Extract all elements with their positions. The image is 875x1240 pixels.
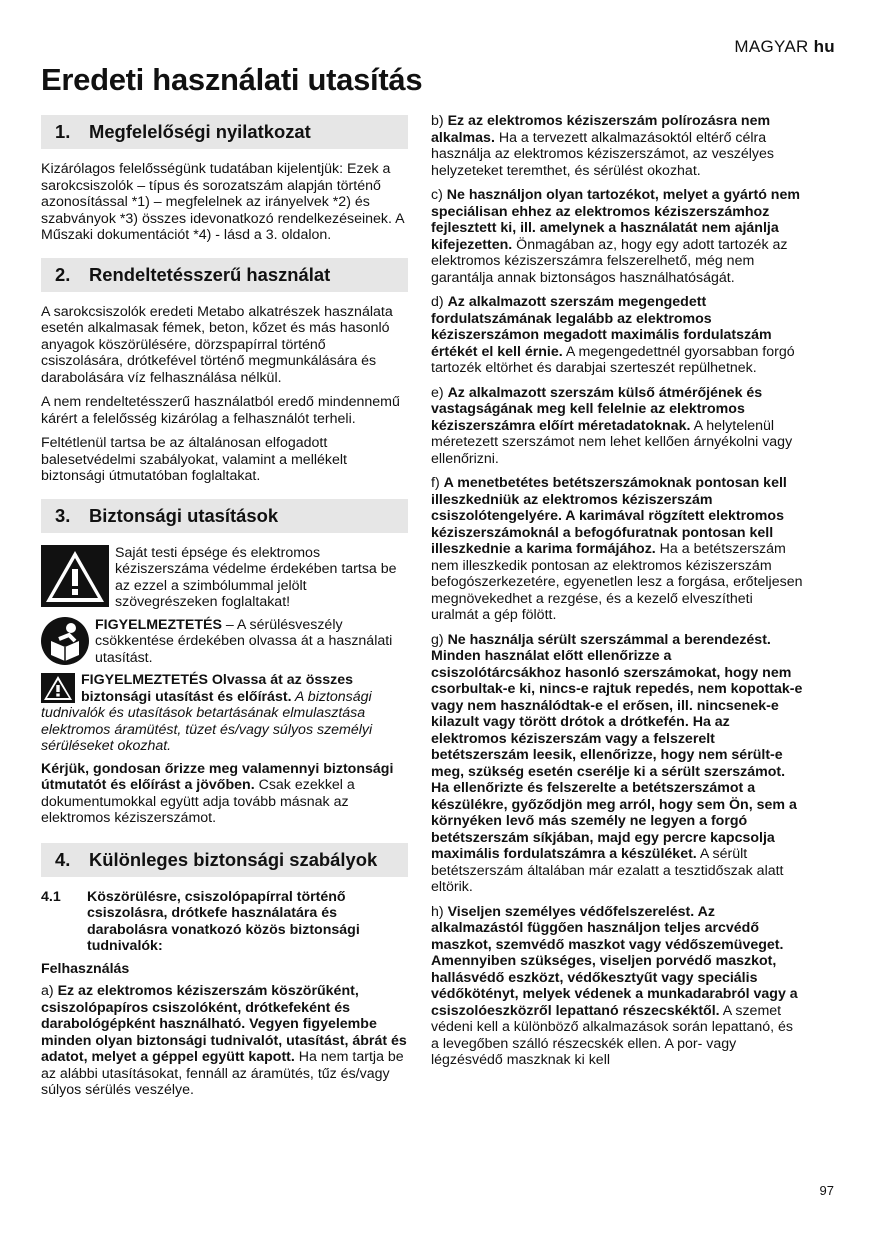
section-1-heading: 1. Megfelelőségi nyilatkozat [41, 115, 408, 149]
section-1-body: Kizárólagos felelősségünk tudatában kijelentjük: Ezek a sarokcsiszolók – típus és sorozatszám alapján történő azonosítással *1) – megfelelnek az irányelvek *2) és szabványok *3) összes idevonatkozó rendelkezéseinek. A Műszaki dokumentációt *4) - lásd a 3. oldalon. [41, 161, 404, 243]
rule-a: a) Ez az elektromos kéziszerszám köszörűként, csiszolópapíros csiszolóként, drótkefeként és darabológépként használható. Vegyen figyelembe minden olyan biztonsági tudnivalót, utasítást, ábrát és adatot, melyet a géppel együtt kapott. Ha nem tartja be az alábbi utasításokat, fennáll az áramütés, tűz és/vagy súlyos sérülés veszélye. [41, 983, 407, 1098]
warning-symbol-text: Saját testi épsége és elektromos kéziszerszáma védelme érdekében tartsa be az ezzel a szimbólummal jelölt szövegrészeken foglaltakat! [115, 544, 397, 610]
section-2-paragraph: Feltétlenül tartsa be az általánosan elfogadott balesetvédelmi szabályokat, valamint a mellékelt biztonsági útmutatóban foglaltakat. [41, 435, 347, 484]
warning-small-icon [41, 673, 75, 703]
usage-heading: Felhasználás [41, 960, 130, 977]
rule-f: f) A menetbetétes betétszerszámoknak pontosan kell illeszkedniük az elektromos kéziszerszám csiszolótengelyére. A karimával rögzített elektromos kéziszerszámoknál a befogófuratnak pontosan kell illeszkednie a karima formájához. Ha a betétszerszám nem illeszkedik pontosan az elektromos kéziszerszám befogószerkezetére, egyenetlen lesz a forgása, erőteljesen megnövekedhet a rezgése, és a kezelő elveszítheti uralmát a gép fölött. [431, 475, 803, 623]
rule-e: e) Az alkalmazott szerszám külső átmérőjének és vastagságának meg kell felelnie az elektromos kéziszerszámra előírt méretadatoknak. A helytelenül méretezett szerszámot nem lehet kellően árnyékolni vagy ellenőrizni. [431, 384, 793, 467]
section-2-heading: 2. Rendeltetésszerű használat [41, 258, 408, 292]
keep-instructions: Kérjük, gondosan őrizze meg valamennyi biztonsági útmutatót és előírást a jövőben. Csak ezekkel a dokumentumokkal együtt adja tovább másnak az elektromos kéziszerszámot. [41, 760, 394, 826]
warning-triangle-icon [41, 545, 109, 607]
subsection-4-1-heading: 4.1 Köszörülésre, csiszolópapírral történő csiszolásra, drótkefe használatára és darabolásra vonatkozó közös biztonsági tudnivalók: [41, 888, 360, 954]
page-title: Eredeti használati utasítás [41, 62, 423, 97]
page-number: 97 [819, 1183, 834, 1198]
section-2-paragraph: A nem rendeltetésszerű használatból eredő mindennemű kárért a felelősség kizárólag a felhasználót terheli. [41, 394, 400, 427]
language-label: MAGYAR hu [734, 37, 835, 56]
read-manual-text: FIGYELMEZTETÉS – A sérülésveszély csökkentése érdekében olvassa át a használati utasítást. [95, 616, 393, 666]
section-4-heading: 4. Különleges biztonsági szabályok [41, 843, 408, 877]
rule-g: g) Ne használja sérült szerszámmal a berendezést. Minden használat előtt ellenőrizze a csiszolótárcsákhoz hasonló szerszámokat, hogy nem csorbultak-e ki, nincs-e rajtuk repedés, nem kopottak-e vagy nem használódtak-e el erősen, ill. nincsenek-e kilazult vagy törött drótok a drótkefén. Ha az elektromos kéziszerszám vagy a felszerelt betétszerszám leesik, ellenőrizze, hogy nem sérült-e meg, szükség esetén cserélje ki a sérült szerszámot. Ha ellenőrizte és felszerelte a betétszerszámot a készülékre, győződjön meg arról, hogy sem Ön, sem a környéken levő más személy ne legyen a forgó betétszerszám síkjában, majd egy percre kapcsolja maximális fordulatszámra a készüléket. A sérült betétszerszám általában már ezalatt a tesztidőszak alatt eltörik. [431, 631, 803, 895]
rule-c: c) Ne használjon olyan tartozékot, melyet a gyártó nem speciálisan ehhez az elektromos kéziszerszámhoz fejlesztett ki, ill. amelynek a használatát nem ajánlja kifejezetten. Önmagában az, hogy egy adott tartozék az elektromos kéziszerszámra felszerelhető, még nem garantálja annak biztonságos használhatóságát. [431, 187, 800, 286]
left-column [41, 115, 408, 1107]
section-3-heading: 3. Biztonsági utasítások [41, 499, 408, 533]
language-code: hu [813, 37, 835, 56]
rule-h: h) Viseljen személyes védőfelszerelést. Az alkalmazástól függően használjon teljes arcvédő maszkot, szemvédő maszkot vagy védőszemüveget. Amennyiben szükséges, viseljen porvédő maszkot, hallásvédő eszközt, védőkesztyűt vagy speciális védőkötényt, melyek védenek a munkadarabról vagy a csiszolóeszközről lepattanó részecskéktől. A szemet védeni kell a különböző alkalmazások során lepattanó, és a levegőben szálló részecskék ellen. A por- vagy légzésvédő maszknak ki kell [431, 903, 798, 1068]
general-warning: FIGYELMEZTETÉS Olvassa át az összes biztonsági utasítást és előírást. A biztonsági tudnivalók és utasítások betartásának elmulasztása elektromos áramütést, tüzet és/vagy súlyos személyi sérüléseket okozhat. [41, 672, 373, 754]
rule-b: b) Ez az elektromos kéziszerszám polírozásra nem alkalmas. Ha a tervezett alkalmazásoktól eltérő célra használja az elektromos kéziszerszámot, az veszélyes helyzeteket teremthet, és sérülést okozhat. [431, 113, 775, 179]
right-column [431, 113, 803, 1077]
section-2-paragraph: A sarokcsiszolók eredeti Metabo alkatrészek használata esetén alkalmasak fémek, beton, kőzet és más hasonló anyagok köszörülésére, dörzspapírral történő csiszolására, drótkefével történő megmunkálására és darabolására víz felhasználása nélkül. [41, 303, 393, 386]
read-manual-icon [41, 617, 89, 665]
warning-symbol-note [41, 545, 408, 611]
rule-d: d) Az alkalmazott szerszám megengedett fordulatszámának legalább az elektromos kéziszerszámon megadott maximális fordulatszám értékét el kell érnie. A megengedettnél gyorsabban forgó tartozék eltörhet és darabjai szerteszét repülhetnek. [431, 294, 795, 376]
read-manual-note [41, 617, 408, 667]
